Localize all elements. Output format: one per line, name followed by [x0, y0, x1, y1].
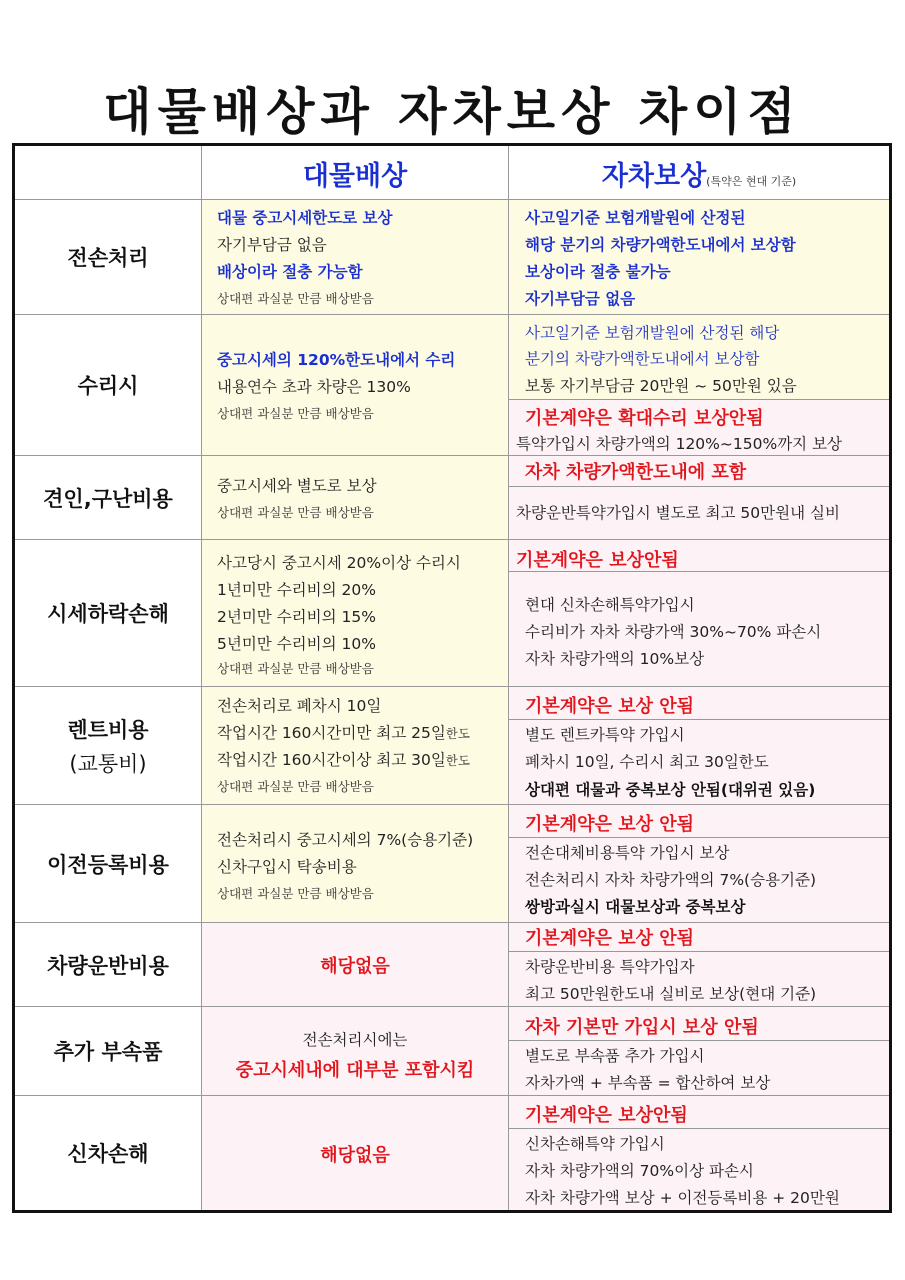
daemul-line-suffix: 한도 [445, 753, 470, 768]
jacha-line: 전손대체비용특약 가입시 보상 [525, 844, 730, 862]
jacha-line: 수리비가 자차 차량가액 30%~70% 파손시 [525, 623, 822, 641]
daemul-line-text: 작업시간 160시간이상 최고 30일 [217, 751, 446, 769]
jacha-warning: 기본계약은 확대수리 보상안됨 [525, 408, 764, 429]
jacha-line: 별도 렌트카특약 가입시 [525, 726, 685, 744]
jacha-line: 보상이라 절충 불가능 [525, 263, 671, 281]
jacha-line: 특약가입시 차량가액의 120%~150%까지 보상 [516, 435, 843, 453]
jacha-line: 자차 차량가액 보상 + 이전등록비용 + 20만원 [525, 1189, 840, 1207]
header-jacha-label: 자차보상 [601, 161, 707, 192]
daemul-line: 1년미만 수리비의 20% [217, 581, 376, 599]
page-title: 대물배상과 자차보상 차이점 [103, 83, 802, 141]
daemul-line: 중고시세의 120%한도내에서 수리 [217, 351, 456, 369]
row-name: 수리시 [77, 374, 139, 398]
jacha-line: 사고일기준 보험개발원에 산정된 해당 [525, 324, 780, 342]
jacha-line: 현대 신차손해특약가입시 [525, 596, 695, 614]
daemul-line: 자기부담금 없음 [217, 236, 327, 254]
divider [509, 951, 889, 952]
jacha-warning: 기본계약은 보상 안됨 [525, 928, 695, 949]
jacha-warning: 기본계약은 보상 안됨 [525, 814, 695, 835]
row-name: 이전등록비용 [47, 852, 169, 877]
row-name: 시세하락손해 [47, 602, 169, 626]
daemul-line: 중고시세와 별도로 보상 [217, 477, 377, 495]
jacha-line: 차량운반비용 특약가입자 [525, 958, 695, 976]
jacha-line: 자차 차량가액의 70%이상 파손시 [525, 1162, 754, 1180]
jacha-line: 사고일기준 보험개발원에 산정된 [525, 209, 746, 227]
daemul-line: 2년미만 수리비의 15% [217, 608, 376, 626]
jacha-line: 자차가액 + 부속품 = 합산하여 보상 [525, 1074, 771, 1092]
divider [509, 1128, 889, 1129]
daemul-line: 대물 중고시세한도로 보상 [217, 209, 393, 227]
jacha-warning: 기본계약은 보상안됨 [525, 1105, 688, 1126]
daemul-line: 전손처리시에는 [302, 1031, 408, 1049]
daemul-line [217, 748, 470, 770]
jacha-line: 분기의 차량가액한도내에서 보상함 [525, 350, 760, 368]
daemul-line [217, 721, 470, 743]
daemul-note: 상대편 과실분 만큼 배상받음 [217, 886, 374, 901]
jacha-line: 전손처리시 자차 차량가액의 7%(승용기준) [525, 871, 817, 889]
jacha-line: 차량운반특약가입시 별도로 최고 50만원내 실비 [516, 504, 840, 522]
divider [509, 1040, 889, 1041]
daemul-note: 상대편 과실분 만큼 배상받음 [217, 779, 374, 794]
cell-bg [202, 456, 508, 539]
daemul-line: 전손처리시 중고시세의 7%(승용기준) [217, 831, 474, 849]
jacha-line: 상대편 대물과 중복보상 안됨(대위권 있음) [525, 781, 816, 799]
daemul-note: 상대편 과실분 만큼 배상받음 [217, 406, 374, 421]
jacha-line: 자기부담금 없음 [525, 290, 636, 308]
daemul-note: 상대편 과실분 만큼 배상받음 [217, 291, 374, 306]
jacha-warning: 기본계약은 보상 안됨 [525, 696, 695, 717]
divider [509, 486, 889, 487]
jacha-line: 별도로 부속품 추가 가입시 [525, 1047, 705, 1065]
jacha-warning: 자차 차량가액한도내에 포함 [525, 462, 747, 483]
daemul-line: 신차구입시 탁송비용 [217, 858, 357, 876]
row-name: 신차손해 [67, 1142, 149, 1166]
row-name [15, 687, 201, 804]
daemul-note: 상대편 과실분 만큼 배상받음 [217, 505, 374, 520]
daemul-line: 내용연수 초과 차량은 130% [217, 378, 411, 396]
jacha-warning: 자차 기본만 가입시 보상 안됨 [525, 1017, 759, 1038]
row-name-sub: (교통비) [69, 751, 147, 776]
row-name: 추가 부속품 [53, 1040, 163, 1064]
daemul-line: 사고당시 중고시세 20%이상 수리시 [217, 554, 461, 572]
row-name-main: 렌트비용 [67, 717, 149, 742]
row-name: 전손처리 [67, 246, 149, 270]
divider [508, 146, 509, 1210]
jacha-line: 쌍방과실시 대물보상과 중복보상 [525, 898, 746, 916]
row-name: 차량운반비용 [47, 953, 169, 978]
jacha-line: 자차 차량가액의 10%보상 [525, 650, 705, 668]
divider [509, 399, 889, 400]
daemul-warning: 해당없음 [320, 956, 390, 977]
comparison-table [12, 143, 892, 1213]
daemul-note: 상대편 과실분 만큼 배상받음 [217, 661, 374, 676]
daemul-line-suffix: 한도 [445, 726, 470, 741]
jacha-line: 신차손해특약 가입시 [525, 1135, 665, 1153]
daemul-line: 전손처리로 폐차시 10일 [217, 697, 382, 715]
daemul-warning: 중고시세내에 대부분 포함시킴 [235, 1060, 475, 1081]
jacha-line: 해당 분기의 차량가액한도내에서 보상함 [525, 236, 796, 254]
daemul-line: 5년미만 수리비의 10% [217, 635, 376, 653]
daemul-line: 배상이라 절충 가능함 [217, 263, 363, 281]
row-name: 견인,구난비용 [43, 486, 173, 511]
divider [509, 837, 889, 838]
jacha-line: 최고 50만원한도내 실비로 보상(현대 기준) [525, 985, 817, 1003]
header-jacha [509, 154, 889, 193]
jacha-line: 폐차시 10일, 수리시 최고 30일한도 [525, 753, 769, 771]
daemul-line-text: 작업시간 160시간미만 최고 25일 [217, 724, 446, 742]
header-daemul: 대물배상 [302, 161, 408, 192]
jacha-line: 보통 자기부담금 20만원 ~ 50만원 있음 [525, 377, 797, 395]
divider [509, 719, 889, 720]
jacha-warning: 기본계약은 보상안됨 [516, 550, 679, 571]
daemul-warning: 해당없음 [320, 1145, 390, 1166]
divider [201, 146, 202, 1210]
header-jacha-note: (특약은 현대 기준) [706, 175, 797, 188]
